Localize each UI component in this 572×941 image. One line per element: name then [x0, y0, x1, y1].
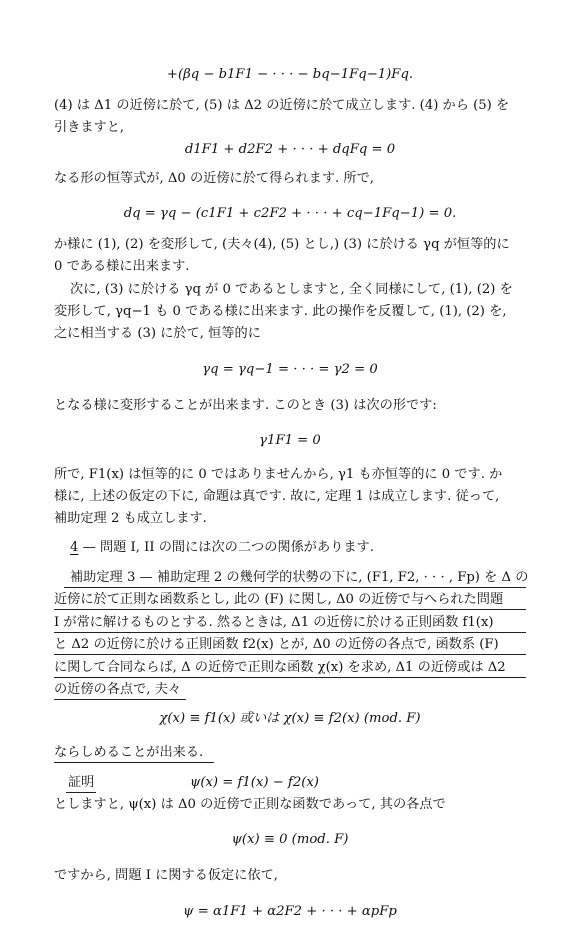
- text-line: 之に相当する (3) に於て, 恒等的に: [54, 326, 261, 341]
- underline-rule: [54, 609, 526, 610]
- equation-gamma: γq = γq−1 = · · · = γ2 = 0: [202, 362, 378, 377]
- text-line: ならしめることが出来る.: [54, 745, 204, 760]
- lemma-line: 近傍に於て正則な函数系とし, 此の (F) に関し, Δ0 の近傍で与へられた問題: [54, 592, 504, 607]
- equation-gamma1: γ1F1 = 0: [259, 433, 321, 448]
- underline-rule: [54, 762, 214, 763]
- text-line: としますと, ψ(x) は Δ0 の近傍で正則な函数であって, 其の各点で: [54, 797, 446, 812]
- equation-psi-sum: ψ = α1F1 + α2F2 + · · · + αpFp: [183, 904, 397, 919]
- text-line: なる形の恒等式が, Δ0 の近傍に於て得られます. 所で,: [54, 171, 375, 186]
- text-line: 変形して, γq−1 も 0 である様に出来ます. 此の操作を反覆して, (1), (2) を,: [54, 304, 507, 319]
- text-line: 所で, F1(x) は恒等的に 0 ではありませんから, γ1 も亦恒等的に 0 です. か: [54, 467, 503, 482]
- text-line: 引きますと,: [54, 120, 125, 135]
- underline-rule: [54, 699, 186, 700]
- lemma-line: に関して合同ならば, Δ の近傍で正則な函数 χ(x) を求め, Δ1 の近傍或は Δ2: [54, 660, 506, 675]
- text-line: 次に, (3) に於ける γq が 0 であるとしますと, 全く同様にして, (1), (2) を: [70, 282, 513, 297]
- equation-psi-def: ψ(x) = f1(x) − f2(x): [190, 775, 319, 790]
- underline-rule: [64, 587, 526, 588]
- lemma-line: 補助定理 3 — 補助定理 2 の幾何学的状勢の下に, (F1, F2, · · · , Fp) を Δ の: [70, 570, 529, 585]
- underline-rule: [54, 632, 526, 633]
- text-line: となる様に変形することが出来ます. このとき (3) は次の形です:: [54, 398, 437, 413]
- text-line: 様に, 上述の仮定の下に, 命題は真です. 故に, 定理 1 は成立します. 従って,: [54, 489, 500, 504]
- underline-rule: [54, 677, 526, 678]
- text-line: (4) は Δ1 の近傍に於て, (5) は Δ2 の近傍に於て成立します. (4) から (5) を: [54, 98, 510, 113]
- text-line: ですから, 問題 I に関する仮定に依て,: [54, 868, 278, 883]
- text-line: 補助定理 2 も成立します.: [54, 511, 207, 526]
- equation-psi-mod: ψ(x) ≡ 0 (mod. F): [231, 832, 349, 847]
- lemma-line: と Δ2 の近傍に於ける正則函数 f2(x) とが, Δ0 の近傍の各点で, 函数系 (F): [54, 637, 499, 652]
- equation-dq: dq = γq − (c1F1 + c2F2 + · · · + cq−1Fq−1) = 0.: [123, 206, 457, 221]
- section-heading: 4 — 問題 I, II の間には次の二つの関係があります.: [70, 540, 374, 555]
- proof-label: 証明: [68, 775, 95, 790]
- underline-rule: [66, 792, 96, 793]
- lemma-line: の近傍の各点で, 夫々: [54, 682, 182, 697]
- underline-rule: [54, 654, 526, 655]
- section-number: 4: [70, 540, 79, 555]
- text-line: 0 である様に出来ます.: [54, 259, 190, 274]
- equation-continuation: +(βq − b1F1 − · · · − bq−1Fq−1)Fq.: [166, 67, 414, 82]
- text-line: か様に (1), (2) を変形して, (夫々(4), (5) とし,) (3) に於ける γq が恒等的に: [54, 237, 510, 252]
- lemma-line: I が常に解けるものとする. 然るときは, Δ1 の近傍に於ける正則函数 f1(x): [54, 615, 494, 630]
- equation-identity: d1F1 + d2F2 + · · · + dqFq = 0: [184, 142, 396, 157]
- equation-chi: χ(x) ≡ f1(x) 或いは χ(x) ≡ f2(x) (mod. F): [159, 711, 421, 726]
